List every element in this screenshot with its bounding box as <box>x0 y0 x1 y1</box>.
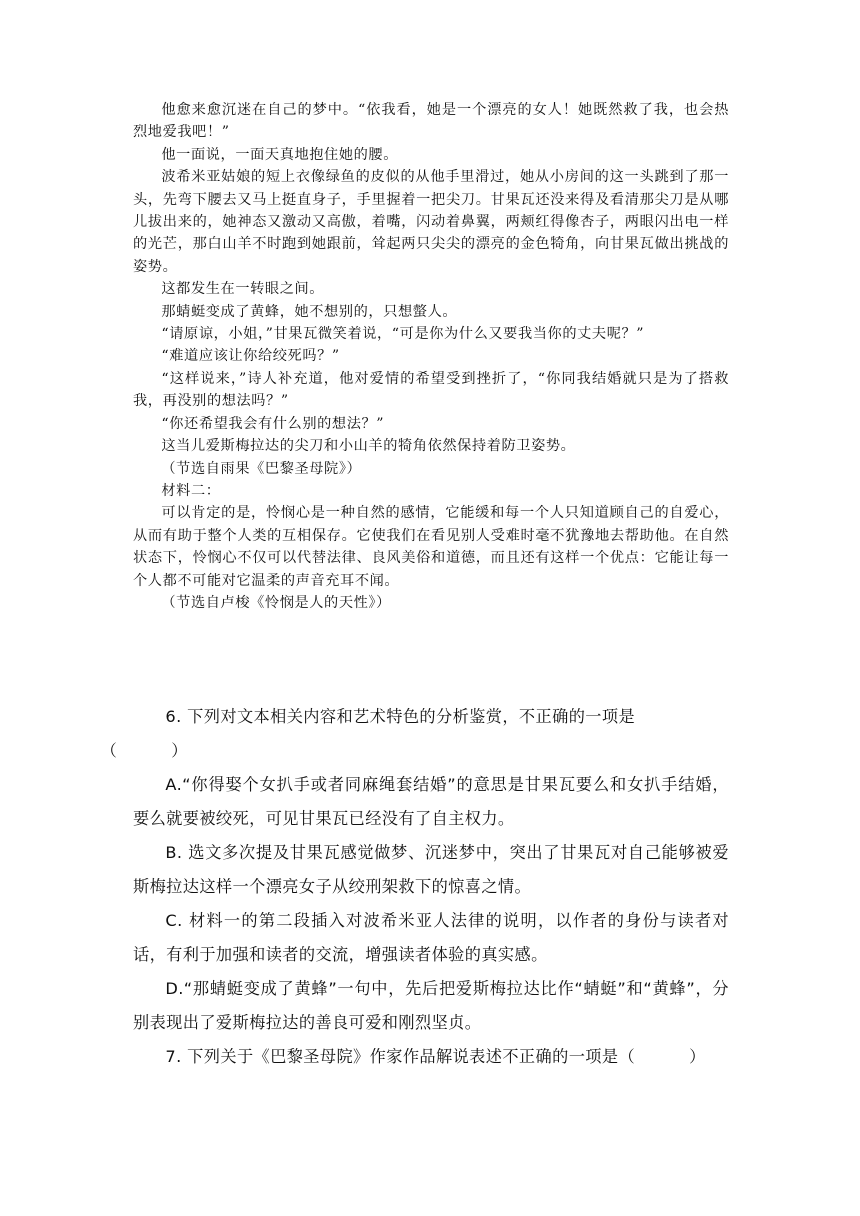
reading-passage <box>133 99 729 614</box>
passage-paragraph: 这都发生在一转眼之间。 <box>161 281 325 298</box>
question-6-option-b: B. 选文多次提及甘果瓦感觉做梦、沉迷梦中，突出了甘果瓦对自己能够被爱斯梅拉达这样一个漂亮女子从绞刑架救下的惊喜之情。 <box>133 843 729 896</box>
passage-paragraph: 这当儿爱斯梅拉达的尖刀和小山羊的犄角依然保持着防卫姿势。 <box>161 438 576 455</box>
material-heading: 材料二： <box>161 482 221 499</box>
answer-bracket: （ ） <box>100 741 188 760</box>
passage-paragraph: 波希米亚姑娘的短上衣像绿鱼的皮似的从他手里滑过，她从小房间的这一头跳到了那一头，先弯下腰去又马上挺直身子，手里握着一把尖刀。甘果瓦还没来得及看清那尖刀是从哪儿拔出来的，她神态又激动又高傲，着嘴，闪动着鼻翼，两颊红得像杏子，两眼闪出电一样的光芒，那白山羊不时跑到她跟前，耸起两只尖尖的漂亮的金色犄角，向甘果瓦做出挑战的姿势。 <box>133 169 729 275</box>
question-6-option-a: A.“你得娶个女扒手或者同麻绳套结婚”的意思是甘果瓦要么和女扒手结婚，要么就要被绞死，可见甘果瓦已经没有了自主权力。 <box>133 775 729 828</box>
passage-paragraph: 他愈来愈沉迷在自己的梦中。“依我看，她是一个漂亮的女人！她既然救了我，也会热烈地爱我吧！” <box>133 102 729 141</box>
source-citation: （节选自卢梭《怜悯是人的天性》） <box>161 594 391 611</box>
source-citation: （节选自雨果《巴黎圣母院》） <box>161 460 362 477</box>
passage-paragraph: “请原谅，小姐，”甘果瓦微笑着说，“可是你为什么又要我当你的丈夫呢？” <box>161 326 645 343</box>
answer-bracket: （ ） <box>618 1047 706 1066</box>
passage-paragraph: “难道应该让你给绞死吗？” <box>161 348 340 365</box>
question-6-option-d: D.“那蜻蜓变成了黄蜂”一句中，先后把爱斯梅拉达比作“蜻蜓”和“黄蜂”，分别表现出了爱斯梅拉达的善良可爱和刚烈坚贞。 <box>133 979 729 1032</box>
passage-paragraph: 那蜻蜓变成了黄蜂，她不想别的，只想螫人。 <box>161 303 458 320</box>
question-6-stem: 6. 下列对文本相关内容和艺术特色的分析鉴赏，不正确的一项是 （ ） <box>100 707 636 760</box>
question-section <box>100 700 729 1074</box>
passage-paragraph: “你还希望我会有什么别的想法？” <box>161 415 385 432</box>
passage-paragraph: 他一面说，一面天真地抱住她的腰。 <box>161 146 398 163</box>
passage-paragraph: “这样说来，”诗人补充道，他对爱情的希望受到挫折了，“你同我结婚就只是为了搭救我，再没别的想法吗？” <box>133 370 729 410</box>
passage-paragraph: 可以肯定的是，怜悯心是一种自然的感情，它能缓和每一个人只知道顾自己的自爱心，从而有助于整个人类的互相保存。它使我们在看见别人受难时毫不犹豫地去帮助他。在自然状态下，怜悯心不仅可以代替法律、良风美俗和道德，而且还有这样一个优点：它能让每一个人都不可能对它温柔的声音充耳不闻。 <box>133 505 729 589</box>
question-7-stem: 7. 下列关于《巴黎圣母院》作家作品解说表述不正确的一项是（ ） <box>165 1047 706 1066</box>
question-6-option-c: C. 材料一的第二段插入对波希米亚人法律的说明，以作者的身份与读者对话，有利于加强和读者的交流，增强读者体验的真实感。 <box>133 911 729 964</box>
